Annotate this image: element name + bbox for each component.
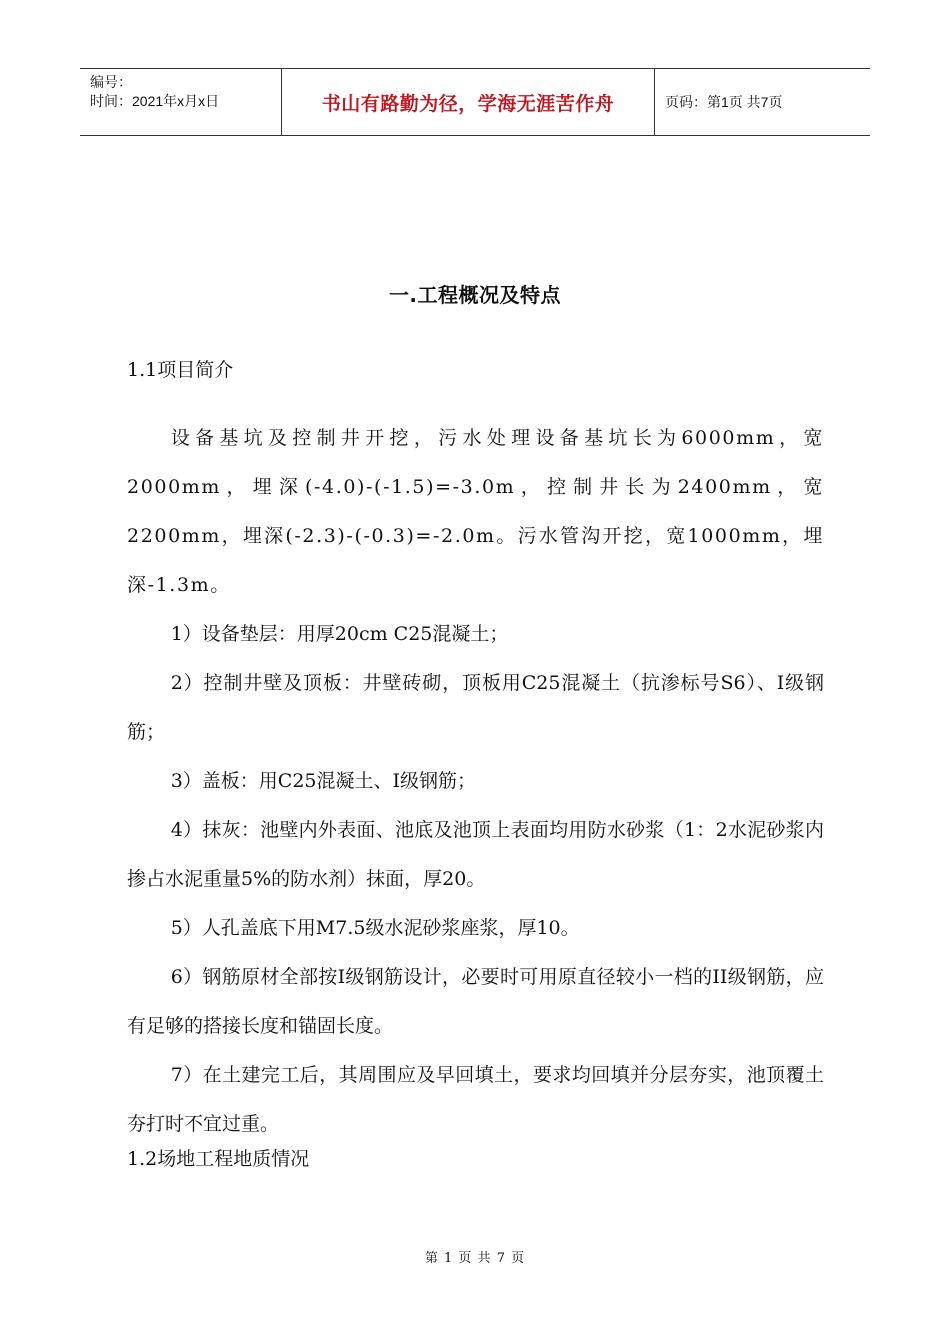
section-heading-project-intro: 1.1项目简介	[127, 359, 234, 381]
header-number-label: 编号：	[90, 74, 132, 90]
paragraph: 1）设备垫层：用厚20cm C25混凝土；	[170, 623, 509, 645]
header-page-label: 页码：第1页 共7页	[665, 94, 783, 110]
paragraph: 2）控制井壁及顶板：井壁砖砌，顶板用C25混凝土（抗渗标号S6）、I级钢筋；	[127, 672, 824, 743]
section-heading-site-geology: 1.2场地工程地质情况	[127, 1148, 310, 1170]
paragraph: 设备基坑及控制井开挖，污水处理设备基坑长为6000mm，宽2000mm，埋深(-4.0)-(-1.5)=-3.0m，控制井长为2400mm，宽2200mm，埋深(-2.3)-(-0.3)=-2.0m。污水管沟开挖，宽1000mm，埋深-1.3m。	[127, 427, 824, 596]
header-time-label: 时间：2021年x月x日	[90, 93, 220, 109]
section-body	[127, 414, 824, 1149]
page-footer: 第 1 页 共 7 页	[424, 1251, 526, 1266]
paragraph: 7）在土建完工后，其周围应及早回填土，要求均回填并分层夯实，池顶覆土夯打时不宜过重。	[127, 1064, 824, 1135]
paragraph: 3）盖板：用C25混凝土、I级钢筋；	[170, 770, 476, 792]
header-motto: 书山有路勤为径，学海无涯苦作舟	[282, 69, 655, 135]
paragraph: 4）抹灰：池壁内外表面、池底及池顶上表面均用防水砂浆（1：2水泥砂浆内掺占水泥重量5%的防水剂）抹面，厚20。	[127, 819, 824, 890]
document-header	[80, 68, 870, 136]
page-title: 一.工程概况及特点	[388, 283, 562, 307]
header-meta-cell	[80, 69, 282, 135]
paragraph: 5）人孔盖底下用M7.5级水泥砂浆座浆，厚10。	[170, 917, 580, 939]
paragraph: 6）钢筋原材全部按I级钢筋设计，必要时可用原直径较小一档的II级钢筋，应有足够的搭接长度和锚固长度。	[127, 966, 824, 1037]
